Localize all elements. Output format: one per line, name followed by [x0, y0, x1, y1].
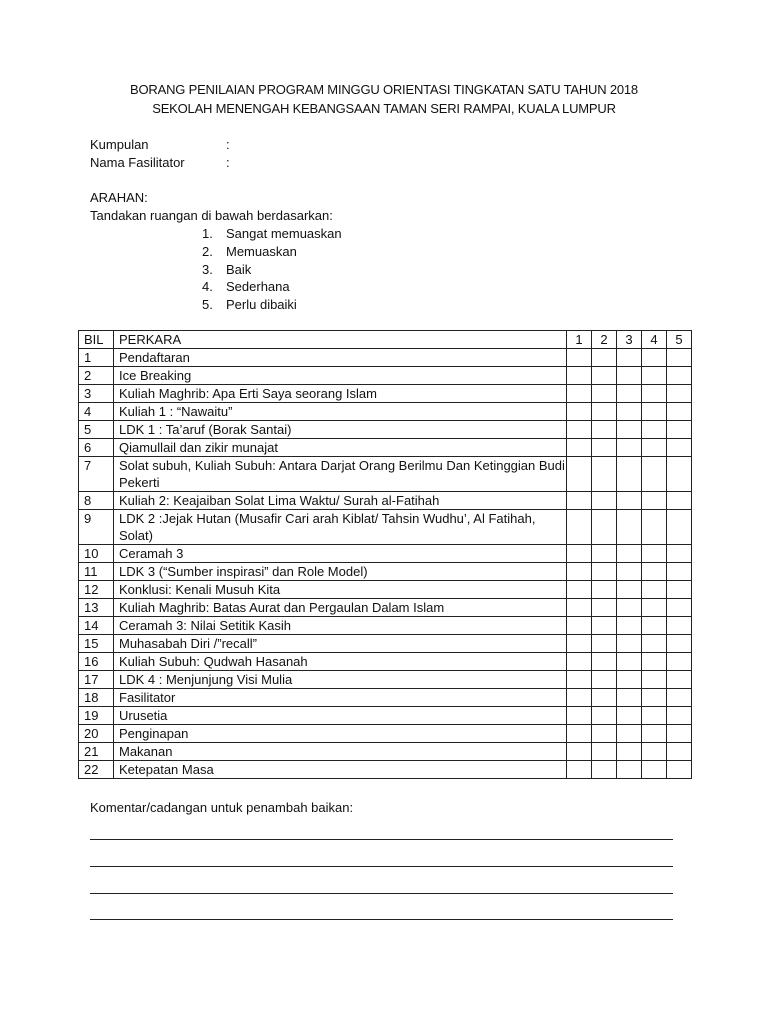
score-cell-4[interactable] [642, 635, 667, 653]
scale-item-number: 3. [202, 261, 213, 277]
score-cell-3[interactable] [617, 403, 642, 421]
score-cell-1[interactable] [567, 743, 592, 761]
scale-item-label: Sederhana [226, 279, 290, 295]
row-bil: 3 [79, 385, 114, 403]
score-cell-2[interactable] [592, 403, 617, 421]
score-cell-2[interactable] [592, 581, 617, 599]
scale-item-number: 2. [202, 243, 213, 259]
kumpulan-label: Kumpulan [90, 137, 149, 152]
score-cell-2[interactable] [592, 563, 617, 581]
score-cell-5[interactable] [667, 761, 692, 779]
row-bil: 1 [79, 349, 114, 367]
row-perkara: LDK 3 (“Sumber inspirasi” dan Role Model) [114, 563, 567, 581]
row-perkara: Kuliah Subuh: Qudwah Hasanah [114, 653, 567, 671]
row-bil: 8 [79, 492, 114, 510]
table-row [79, 725, 692, 743]
rating-scale-list [202, 225, 342, 314]
score-cell-4[interactable] [642, 581, 667, 599]
score-cell-3[interactable] [617, 707, 642, 725]
score-cell-3[interactable] [617, 457, 642, 492]
row-bil: 15 [79, 635, 114, 653]
table-row [79, 385, 692, 403]
table-row [79, 635, 692, 653]
score-cell-2[interactable] [592, 385, 617, 403]
row-bil: 9 [79, 510, 114, 545]
score-cell-3[interactable] [617, 367, 642, 385]
score-cell-1[interactable] [567, 367, 592, 385]
score-cell-3[interactable] [617, 545, 642, 563]
row-perkara: Pendaftaran [114, 349, 567, 367]
scale-item-number: 5. [202, 297, 213, 313]
row-bil: 12 [79, 581, 114, 599]
row-perkara: Kuliah Maghrib: Apa Erti Saya seorang Islam [114, 385, 567, 403]
scale-item-number: 1. [202, 226, 213, 241]
score-cell-4[interactable] [642, 617, 667, 635]
table-body [79, 349, 692, 779]
scale-item-number: 4. [202, 279, 213, 295]
score-cell-2[interactable] [592, 457, 617, 492]
score-cell-3[interactable] [617, 421, 642, 439]
table-row [79, 439, 692, 457]
score-cell-5[interactable] [667, 617, 692, 635]
row-bil: 22 [79, 761, 114, 779]
table-row [79, 403, 692, 421]
table-row [79, 653, 692, 671]
score-cell-1[interactable] [567, 349, 592, 367]
score-cell-3[interactable] [617, 761, 642, 779]
score-cell-4[interactable] [642, 545, 667, 563]
score-cell-1[interactable] [567, 725, 592, 743]
score-cell-5[interactable] [667, 510, 692, 545]
score-cell-1[interactable] [567, 439, 592, 457]
score-cell-5[interactable] [667, 545, 692, 563]
score-cell-2[interactable] [592, 653, 617, 671]
score-cell-2[interactable] [592, 367, 617, 385]
score-cell-1[interactable] [567, 510, 592, 545]
comments-label: Komentar/cadangan untuk penambah baikan: [90, 800, 354, 815]
fasilitator-field [90, 155, 230, 170]
score-cell-5[interactable] [667, 563, 692, 581]
table-row [79, 367, 692, 385]
row-bil: 19 [79, 707, 114, 725]
row-bil: 7 [79, 457, 114, 492]
score-cell-5[interactable] [667, 349, 692, 367]
scale-item-label: Memuaskan [226, 243, 297, 259]
scale-item [202, 225, 342, 243]
comment-line-4[interactable] [90, 919, 673, 920]
row-bil: 20 [79, 725, 114, 743]
evaluation-table [78, 330, 692, 779]
row-bil: 4 [79, 403, 114, 421]
score-cell-3[interactable] [617, 439, 642, 457]
score-cell-4[interactable] [642, 349, 667, 367]
score-cell-2[interactable] [592, 671, 617, 689]
score-cell-5[interactable] [667, 367, 692, 385]
row-perkara: Konklusi: Kenali Musuh Kita [114, 581, 567, 599]
score-cell-2[interactable] [592, 349, 617, 367]
row-perkara: Kuliah 2: Keajaiban Solat Lima Waktu/ Surah al-Fatihah [114, 492, 567, 510]
score-cell-1[interactable] [567, 707, 592, 725]
table-row [79, 617, 692, 635]
score-cell-1[interactable] [567, 671, 592, 689]
scale-item-label: Baik [226, 261, 252, 277]
score-cell-1[interactable] [567, 653, 592, 671]
row-bil: 11 [79, 563, 114, 581]
score-cell-2[interactable] [592, 617, 617, 635]
score-cell-4[interactable] [642, 492, 667, 510]
score-cell-2[interactable] [592, 707, 617, 725]
score-cell-3[interactable] [617, 743, 642, 761]
row-perkara: Fasilitator [114, 689, 567, 707]
instructions-text: Tandakan ruangan di bawah berdasarkan: [90, 208, 333, 223]
score-cell-1[interactable] [567, 421, 592, 439]
row-bil: 2 [79, 367, 114, 385]
score-cell-4[interactable] [642, 653, 667, 671]
score-cell-4[interactable] [642, 671, 667, 689]
fasilitator-colon: : [226, 155, 230, 170]
score-cell-1[interactable] [567, 492, 592, 510]
comment-line-3[interactable] [90, 893, 673, 894]
row-perkara: Urusetia [114, 707, 567, 725]
row-bil: 6 [79, 439, 114, 457]
scale-item [202, 261, 342, 279]
header-score-5: 5 [667, 331, 692, 349]
score-cell-4[interactable] [642, 743, 667, 761]
score-cell-3[interactable] [617, 617, 642, 635]
score-cell-3[interactable] [617, 385, 642, 403]
table-row [79, 457, 692, 492]
score-cell-5[interactable] [667, 653, 692, 671]
score-cell-2[interactable] [592, 439, 617, 457]
row-perkara: Ceramah 3: Nilai Setitik Kasih [114, 617, 567, 635]
score-cell-5[interactable] [667, 635, 692, 653]
score-cell-5[interactable] [667, 385, 692, 403]
score-cell-1[interactable] [567, 563, 592, 581]
table-row [79, 349, 692, 367]
score-cell-1[interactable] [567, 403, 592, 421]
table-row [79, 671, 692, 689]
scale-item [202, 243, 342, 261]
score-cell-5[interactable] [667, 439, 692, 457]
instructions-heading: ARAHAN: [90, 190, 148, 205]
score-cell-5[interactable] [667, 492, 692, 510]
score-cell-5[interactable] [667, 707, 692, 725]
kumpulan-field [90, 137, 230, 152]
row-perkara: LDK 2 :Jejak Hutan (Musafir Cari arah Kiblat/ Tahsin Wudhu’, Al Fatihah, Solat) [114, 510, 567, 545]
score-cell-5[interactable] [667, 403, 692, 421]
score-cell-5[interactable] [667, 725, 692, 743]
score-cell-1[interactable] [567, 599, 592, 617]
header-score-4: 4 [642, 331, 667, 349]
table-row [79, 707, 692, 725]
score-cell-2[interactable] [592, 492, 617, 510]
row-perkara: Kuliah Maghrib: Batas Aurat dan Pergaulan Dalam Islam [114, 599, 567, 617]
row-perkara: Ice Breaking [114, 367, 567, 385]
row-perkara: Muhasabah Diri /”recall” [114, 635, 567, 653]
score-cell-3[interactable] [617, 510, 642, 545]
score-cell-4[interactable] [642, 563, 667, 581]
score-cell-5[interactable] [667, 421, 692, 439]
row-bil: 14 [79, 617, 114, 635]
score-cell-4[interactable] [642, 403, 667, 421]
table-row [79, 545, 692, 563]
score-cell-5[interactable] [667, 599, 692, 617]
row-bil: 13 [79, 599, 114, 617]
table-row [79, 421, 692, 439]
score-cell-2[interactable] [592, 510, 617, 545]
score-cell-5[interactable] [667, 689, 692, 707]
form-title-line-2: SEKOLAH MENENGAH KEBANGSAAN TAMAN SERI RAMPAI, KUALA LUMPUR [152, 101, 616, 116]
form-title-line-1: BORANG PENILAIAN PROGRAM MINGGU ORIENTASI TINGKATAN SATU TAHUN 2018 [130, 82, 638, 97]
score-cell-4[interactable] [642, 689, 667, 707]
score-cell-3[interactable] [617, 635, 642, 653]
score-cell-5[interactable] [667, 581, 692, 599]
score-cell-4[interactable] [642, 725, 667, 743]
header-score-2: 2 [592, 331, 617, 349]
row-bil: 21 [79, 743, 114, 761]
score-cell-5[interactable] [667, 671, 692, 689]
row-bil: 5 [79, 421, 114, 439]
scale-item-label: Perlu dibaiki [226, 297, 297, 313]
kumpulan-colon: : [226, 137, 230, 152]
row-bil: 17 [79, 671, 114, 689]
score-cell-2[interactable] [592, 421, 617, 439]
header-score-3: 3 [617, 331, 642, 349]
score-cell-4[interactable] [642, 707, 667, 725]
row-bil: 16 [79, 653, 114, 671]
score-cell-4[interactable] [642, 761, 667, 779]
score-cell-4[interactable] [642, 510, 667, 545]
score-cell-4[interactable] [642, 439, 667, 457]
score-cell-1[interactable] [567, 689, 592, 707]
score-cell-3[interactable] [617, 599, 642, 617]
score-cell-2[interactable] [592, 635, 617, 653]
score-cell-2[interactable] [592, 545, 617, 563]
comment-line-2[interactable] [90, 866, 673, 867]
row-perkara: LDK 4 : Menjunjung Visi Mulia [114, 671, 567, 689]
score-cell-5[interactable] [667, 457, 692, 492]
row-bil: 10 [79, 545, 114, 563]
table-row [79, 563, 692, 581]
score-cell-2[interactable] [592, 599, 617, 617]
score-cell-4[interactable] [642, 421, 667, 439]
header-perkara: PERKARA [114, 331, 567, 349]
score-cell-1[interactable] [567, 457, 592, 492]
row-perkara: Qiamullail dan zikir munajat [114, 439, 567, 457]
row-perkara: Penginapan [114, 725, 567, 743]
score-cell-4[interactable] [642, 599, 667, 617]
score-cell-2[interactable] [592, 743, 617, 761]
row-perkara: Ketepatan Masa [114, 761, 567, 779]
score-cell-4[interactable] [642, 385, 667, 403]
score-cell-2[interactable] [592, 689, 617, 707]
score-cell-4[interactable] [642, 457, 667, 492]
score-cell-2[interactable] [592, 761, 617, 779]
score-cell-2[interactable] [592, 725, 617, 743]
table-row [79, 492, 692, 510]
score-cell-3[interactable] [617, 671, 642, 689]
score-cell-3[interactable] [617, 563, 642, 581]
score-cell-3[interactable] [617, 689, 642, 707]
table-row [79, 743, 692, 761]
header-bil: BIL [79, 331, 114, 349]
row-bil: 18 [79, 689, 114, 707]
score-cell-1[interactable] [567, 581, 592, 599]
scale-item-label: Sangat memuaskan [226, 226, 342, 241]
row-perkara: Makanan [114, 743, 567, 761]
fasilitator-label: Nama Fasilitator [90, 155, 185, 170]
score-cell-1[interactable] [567, 617, 592, 635]
table-row [79, 689, 692, 707]
table-row [79, 761, 692, 779]
score-cell-3[interactable] [617, 581, 642, 599]
row-perkara: Solat subuh, Kuliah Subuh: Antara Darjat Orang Berilmu Dan Ketinggian Budi Pekerti [114, 457, 567, 492]
header-score-1: 1 [567, 331, 592, 349]
score-cell-3[interactable] [617, 725, 642, 743]
score-cell-1[interactable] [567, 635, 592, 653]
scale-item [202, 278, 342, 296]
table-row [79, 581, 692, 599]
score-cell-3[interactable] [617, 492, 642, 510]
row-perkara: LDK 1 : Ta’aruf (Borak Santai) [114, 421, 567, 439]
scale-item [202, 296, 342, 314]
comment-line-1[interactable] [90, 839, 673, 840]
score-cell-3[interactable] [617, 653, 642, 671]
score-cell-1[interactable] [567, 761, 592, 779]
table-row [79, 599, 692, 617]
score-cell-3[interactable] [617, 349, 642, 367]
score-cell-1[interactable] [567, 545, 592, 563]
score-cell-1[interactable] [567, 385, 592, 403]
row-perkara: Kuliah 1 : “Nawaitu” [114, 403, 567, 421]
score-cell-4[interactable] [642, 367, 667, 385]
table-row [79, 510, 692, 545]
row-perkara: Ceramah 3 [114, 545, 567, 563]
table-header-row [79, 331, 692, 349]
score-cell-5[interactable] [667, 743, 692, 761]
